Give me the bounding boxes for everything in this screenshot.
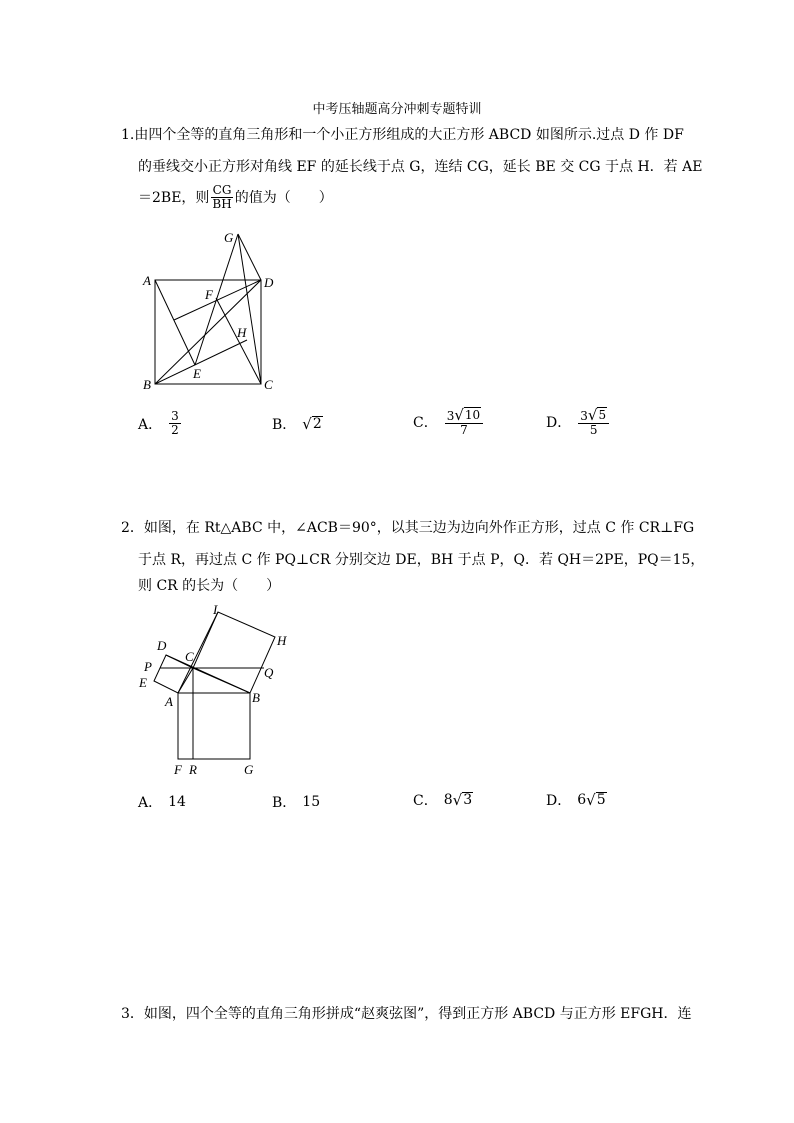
q1-option-b-sqrt: √ 2 <box>302 415 322 433</box>
q2-option-b-label: B． <box>272 795 297 811</box>
q2-option-a-label: A． <box>138 795 163 811</box>
q1-option-a-fraction <box>169 410 181 437</box>
q2-option-c-label: C． <box>413 793 438 809</box>
q2-label-e: E <box>139 675 147 690</box>
q1-option-c-coef: 3 <box>446 409 455 423</box>
q2-label-a: A <box>165 694 173 709</box>
q2-option-b-value: 15 <box>302 794 321 810</box>
q1-line-ae <box>155 280 195 365</box>
q2-option-c[interactable] <box>413 790 473 810</box>
q1-text-line3-pre: ＝2BE，则 <box>138 189 210 206</box>
q1-option-d-den: 5 <box>589 423 598 437</box>
q1-option-a-label: A． <box>138 416 163 433</box>
q1-option-a-den: 2 <box>171 423 179 437</box>
q1-text-line3-post: 的值为（ ） <box>234 189 333 206</box>
q2-option-c-sqrt: √ 3 <box>452 791 473 809</box>
q2-text-line2: 于点 R，再过点 C 作 PQ⊥CR 分别交边 DE，BH 于点 P，Q．若 QH＝2PE，PQ＝15， <box>138 552 705 568</box>
q1-option-d-fraction <box>578 407 609 437</box>
q1-frac-den: BH <box>212 197 232 211</box>
q2-option-c-radicand: 3 <box>463 792 473 808</box>
q1-option-c-radicand: 10 <box>464 408 481 422</box>
q1-option-c[interactable] <box>413 407 484 437</box>
q2-option-d-coef: 6 <box>577 792 587 808</box>
q2-option-d-label: D． <box>546 793 572 809</box>
q1-text-line2: 的垂线交小正方形对角线 EF 的延长线于点 G，连结 CG，延长 BE 交 CG 于点 H．若 AE <box>138 159 703 175</box>
q1-label-f: F <box>205 287 213 302</box>
q2-option-d[interactable] <box>546 790 607 810</box>
q1-option-d-radicand: 5 <box>598 408 607 422</box>
q1-option-c-num: 3 √ 10 <box>445 407 483 424</box>
q2-text-line3: 则 CR 的长为（ ） <box>138 578 281 594</box>
q1-figure <box>130 225 290 395</box>
q1-label-a: A <box>143 273 151 288</box>
q1-option-b-radicand: 2 <box>312 416 322 432</box>
q1-option-b[interactable] <box>272 414 323 434</box>
q2-label-r: R <box>189 762 197 777</box>
q3-line1 <box>121 1005 692 1023</box>
q2-option-a[interactable] <box>138 792 186 812</box>
q1-option-b-label: B． <box>272 417 297 433</box>
q1-option-c-label: C． <box>413 415 438 431</box>
q1-option-c-fraction <box>445 407 483 437</box>
q1-label-h: H <box>237 325 247 340</box>
page-title: 中考压轴题高分冲刺专题特训 <box>312 102 482 117</box>
q1-option-d-coef: 3 <box>580 409 588 423</box>
q1-option-d-num: 3 √ 5 <box>578 407 609 424</box>
q2-square-cbhi <box>193 612 275 693</box>
q2-square-abgf <box>178 693 250 759</box>
q1-label-b: B <box>143 377 151 392</box>
q2-label-i: I <box>213 602 218 617</box>
q1-option-a-num: 3 <box>171 409 179 423</box>
q1-option-a[interactable] <box>138 410 182 437</box>
q2-line-ai <box>178 612 218 693</box>
q2-text-line1: 如图，在 Rt△ABC 中，∠ACB＝90°，以其三边为边向外作正方形，过点 C 作 CR⊥FG <box>143 520 695 536</box>
q2-label-d: D <box>157 638 167 653</box>
q2-label-b: B <box>252 690 260 705</box>
q1-line1 <box>121 126 684 144</box>
q1-label-g: G <box>224 230 234 245</box>
q2-option-c-coef: 8 <box>443 792 453 808</box>
q2-option-b[interactable] <box>272 792 320 812</box>
q2-label-f: F <box>174 762 182 777</box>
q1-frac-num: CG <box>212 183 232 197</box>
q1-option-d[interactable] <box>546 407 610 437</box>
q1-line3 <box>138 184 333 211</box>
q2-label-h: H <box>277 633 287 648</box>
q2-figure <box>130 600 300 780</box>
q1-text-line1: 由四个全等的直角三角形和一个小正方形组成的大正方形 ABCD 如图所示.过点 D 作 DF <box>134 127 684 143</box>
q3-number: 3． <box>121 1006 144 1022</box>
q2-line-db <box>166 655 250 693</box>
q1-number: 1. <box>121 127 135 143</box>
q2-option-a-value: 14 <box>168 794 186 810</box>
q2-label-q: Q <box>264 665 274 680</box>
q2-number: 2． <box>121 520 144 536</box>
q1-option-c-den: 7 <box>460 423 468 437</box>
q1-label-d: D <box>264 275 274 290</box>
q1-fraction <box>210 184 233 211</box>
q1-label-c: C <box>264 377 273 392</box>
q2-label-p: P <box>144 659 152 674</box>
q3-text-line1: 如图，四个全等的直角三角形拼成“赵爽弦图”，得到正方形 ABCD 与正方形 EFGH．连 <box>143 1006 692 1022</box>
q1-label-e: E <box>193 366 201 381</box>
q2-label-c: C <box>185 649 194 664</box>
q1-option-d-label: D． <box>546 415 572 431</box>
q2-option-d-radicand: 5 <box>596 792 606 808</box>
q1-line-eg <box>195 234 238 365</box>
q2-label-g: G <box>244 762 254 777</box>
q2-option-d-sqrt: √ 5 <box>586 791 606 809</box>
q2-line1 <box>121 519 694 537</box>
